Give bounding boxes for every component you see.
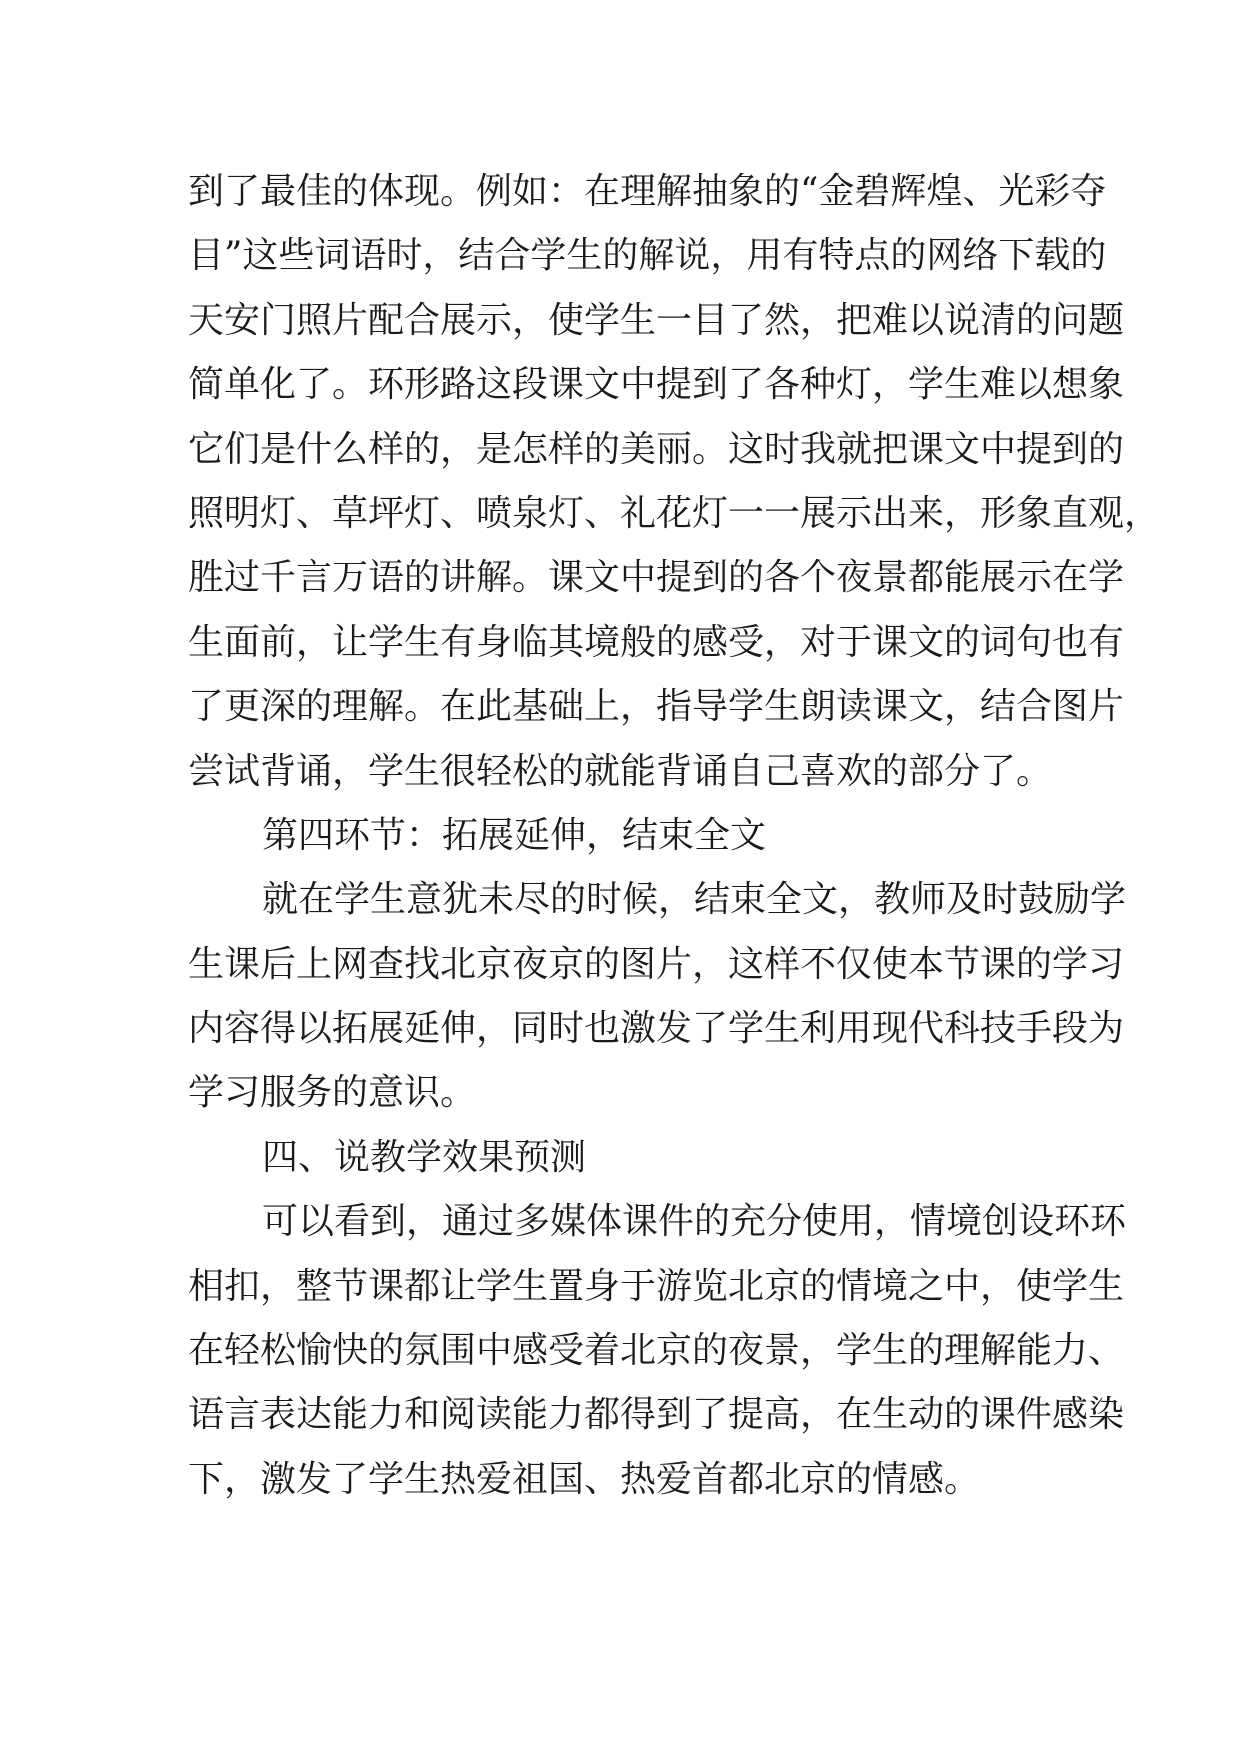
text-line: 第四环节：拓展延伸，结束全文 <box>262 814 767 856</box>
text-line: 四、说教学效果预测 <box>262 1136 587 1178</box>
text-line: 下，激发了学生热爱祖国、热爱首都北京的情感。 <box>188 1458 981 1500</box>
text-line: 到了最佳的体现。例如：在理解抽象的“金碧辉煌、光彩夺 <box>188 171 1107 212</box>
text-line: 天安门照片配合展示，使学生一目了然，把难以说清的问题 <box>188 299 1125 341</box>
body-text <box>188 160 1161 1512</box>
text-line: 生面前，让学生有身临其境般的感受，对于课文的词句也有 <box>188 621 1125 663</box>
text-line: 目”这些词语时，结合学生的解说，用有特点的网络下载的 <box>188 235 1107 277</box>
text-line: 生课后上网查找北京夜京的图片，这样不仅使本节课的学习 <box>188 943 1125 985</box>
text-line: 就在学生意犹未尽的时候，结束全文，教师及时鼓励学 <box>262 879 1127 921</box>
text-line: 在轻松愉快的氛围中感受着北京的夜景，学生的理解能力、 <box>188 1330 1125 1372</box>
text-line: 语言表达能力和阅读能力都得到了提高，在生动的课件感染 <box>188 1394 1125 1436</box>
text-line: 了更深的理解。在此基础上，指导学生朗读课文，结合图片 <box>188 686 1125 728</box>
text-line: 学习服务的意识。 <box>188 1072 477 1114</box>
text-line: 内容得以拓展延伸，同时也激发了学生利用现代科技手段为 <box>188 1008 1125 1050</box>
text-line: 它们是什么样的，是怎样的美丽。这时我就把课文中提到的 <box>188 428 1125 470</box>
text-line: 胜过千言万语的讲解。课文中提到的各个夜景都能展示在学 <box>188 557 1125 599</box>
text-line: 照明灯、草坪灯、喷泉灯、礼花灯一一展示出来，形象直观， <box>188 492 1161 534</box>
text-line: 尝试背诵，学生很轻松的就能背诵自己喜欢的部分了。 <box>188 750 1053 792</box>
text-line: 相扣，整节课都让学生置身于游览北京的情境之中，使学生 <box>188 1265 1125 1307</box>
text-line: 简单化了。环形路这段课文中提到了各种灯，学生难以想象 <box>188 364 1125 406</box>
text-line: 可以看到，通过多媒体课件的充分使用，情境创设环环 <box>262 1201 1127 1243</box>
